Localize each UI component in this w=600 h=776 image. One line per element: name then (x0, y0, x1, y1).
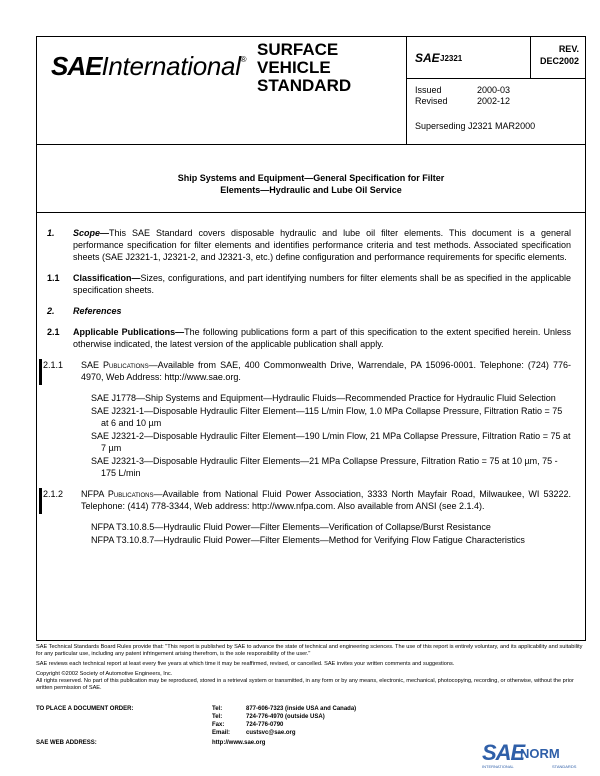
copyright: Copyright ©2002 Society of Automotive Engineers, Inc. (36, 671, 173, 677)
document-title (37, 172, 585, 196)
revised-value: 2002-12 (477, 96, 511, 106)
section-text: —Available from National Fluid Power Association, 3333 North Mayfair Road, Milwaukee, WI 53222. Telephone: (414) 778-3344, Web address: http://www.nfpa.com. Also available from ANSI (see 2.1.4). (81, 489, 572, 511)
norm-word: NORM (520, 746, 560, 761)
revision-cell (531, 37, 585, 79)
email-label: Email: (212, 730, 231, 736)
section-text: Sizes, configurations, and part identifying numbers for filter elements shall be as specified in the applicable specification sheets. (73, 273, 571, 295)
title-line-2: Elements—Hydraulic and Lube Oil Service (220, 185, 402, 195)
section-number: 2.1.1 (43, 360, 64, 370)
superseding-note: Superseding J2321 MAR2000 (415, 121, 536, 131)
sae-reference-list (47, 392, 571, 479)
tel-value[interactable]: 877-606-7323 (inside USA and Canada) (246, 706, 357, 712)
standard-type (257, 41, 351, 95)
web-value[interactable]: http://www.sae.org (212, 740, 266, 746)
norm-sae-mark: SAE (482, 740, 525, 765)
section-scope (47, 227, 571, 263)
tel2-value[interactable]: 724-776-4970 (outside USA) (246, 714, 325, 720)
change-bar (39, 488, 42, 514)
section-sae-publications (43, 359, 571, 383)
reference-item: SAE J1778—Ship Systems and Equipment—Hydraulic Fluids—Recommended Practice for Hydraulic Fluid Selection (91, 393, 556, 403)
title-line-1: Ship Systems and Equipment—General Specification for Filter (177, 173, 445, 183)
section-text: The following publications form a part of this specification to the extent specified herein. Unless otherwise indicated, the latest version of the applicable publication shall apply. (73, 327, 571, 349)
section-number: 2. (47, 306, 55, 316)
standard-line-1: SURFACE (257, 40, 339, 59)
section-applicable-publications (47, 326, 571, 350)
sae-norm-logo (482, 740, 592, 770)
section-heading: Classification— (73, 273, 141, 283)
section-text: This SAE Standard covers disposable hydraulic and lube oil filter elements. This document is a general performance specification for filter elements and identifies performance criteria and test methods. Associated specification sheets (SAE J2321-1, J2321-2, and J2321-3, etc.) define configuration and performance requirements for specific elements. (73, 228, 571, 262)
section-heading: Scope— (73, 228, 110, 238)
title-box (37, 145, 585, 213)
web-label: SAE WEB ADDRESS: (36, 740, 97, 746)
fax-label: Fax: (212, 722, 225, 728)
rev-label: REV. (558, 44, 579, 54)
section-classification (47, 272, 571, 296)
email-value[interactable]: custsvc@sae.org (246, 730, 296, 736)
norm-standards: STANDARDS (552, 764, 577, 769)
tel-label: Tel: (212, 706, 223, 712)
footer-notices (36, 644, 588, 692)
section-number: 2.1 (47, 327, 60, 337)
reference-item: SAE J2321-3—Disposable Hydraulic Filter Elements—21 MPa Collapse Pressure, Filtration Ratio = 75 at 10 µm, 75 - 175 L/min (91, 456, 558, 478)
section-heading: References (73, 306, 122, 316)
logo-international: International (101, 51, 241, 81)
header (37, 37, 585, 145)
doc-sae-logo: SAE (415, 51, 440, 65)
doc-number-cell (407, 37, 531, 79)
rights-reserved: All rights reserved. No part of this publication may be reproduced, stored in a retrieval system or transmitted, in any form or by any means, electronic, mechanical, photocopying, recording, or otherwise, without the prior written permission of SAE. (36, 678, 574, 691)
logo-trademark: ® (240, 55, 247, 64)
norm-international: INTERNATIONAL (482, 764, 514, 769)
section-number: 1.1 (47, 273, 60, 283)
document-body (37, 213, 585, 555)
issued-value: 2000-03 (477, 85, 511, 95)
standard-line-2: VEHICLE (257, 58, 331, 77)
section-number: 1. (47, 228, 55, 238)
change-bar (39, 359, 42, 385)
review-note: SAE reviews each technical report at least every five years at which time it may be reaffirmed, revised, or cancelled. SAE invites your written comments and suggestions. (36, 661, 455, 667)
reference-item: SAE J2321-1—Disposable Hydraulic Filter Element—115 L/min Flow, 1.0 MPa Collapse Pressure, Filtration Ratio = 75 at 6 and 10 µm (91, 406, 563, 428)
order-label: TO PLACE A DOCUMENT ORDER: (36, 706, 134, 712)
section-text: —Available from SAE, 400 Commonwealth Drive, Warrendale, PA 15096-0001. Telephone: (724) 776-4970, Web Address: http://www.sae.org. (81, 360, 571, 382)
rev-value: DEC2002 (539, 56, 579, 66)
section-number: 2.1.2 (43, 489, 64, 499)
issued-label: Issued (415, 85, 442, 95)
issue-dates (415, 85, 510, 107)
logo-sae: SAE (51, 51, 102, 81)
section-heading: Applicable Publications— (73, 327, 185, 337)
document-frame (36, 36, 586, 641)
fax-value: 724-776-0790 (246, 722, 284, 728)
reference-item: NFPA T3.10.8.7—Hydraulic Fluid Power—Filter Elements—Method for Verifying Flow Fatigue Characteristics (91, 535, 525, 545)
section-nfpa-publications (43, 488, 572, 512)
reference-item: SAE J2321-2—Disposable Hydraulic Filter Element—190 L/min Flow, 21 MPa Collapse Pressure, Filtration Ratio = 75 at 7 µm (91, 431, 571, 453)
section-heading: SAE Publications (81, 360, 149, 370)
tel2-label: Tel: (212, 714, 223, 720)
revised-label: Revised (415, 96, 448, 106)
board-rules: SAE Technical Standards Board Rules provide that: "This report is published by SAE to advance the state of technical and engineering sciences. The use of this report is entirely voluntary, and its applicability and suitability for any particular use, including any patent infringement arising therefrom, is the sole responsibility of the user." (36, 644, 583, 657)
standard-line-3: STANDARD (257, 76, 352, 95)
doc-number: J2321 (440, 54, 463, 63)
nfpa-reference-list (47, 521, 571, 546)
section-heading: NFPA Publications (81, 489, 154, 499)
section-references (47, 305, 571, 317)
logo-cell (37, 37, 407, 145)
reference-item: NFPA T3.10.8.5—Hydraulic Fluid Power—Filter Elements—Verification of Collapse/Burst Resistance (91, 522, 491, 532)
sae-international-logo (51, 51, 246, 82)
